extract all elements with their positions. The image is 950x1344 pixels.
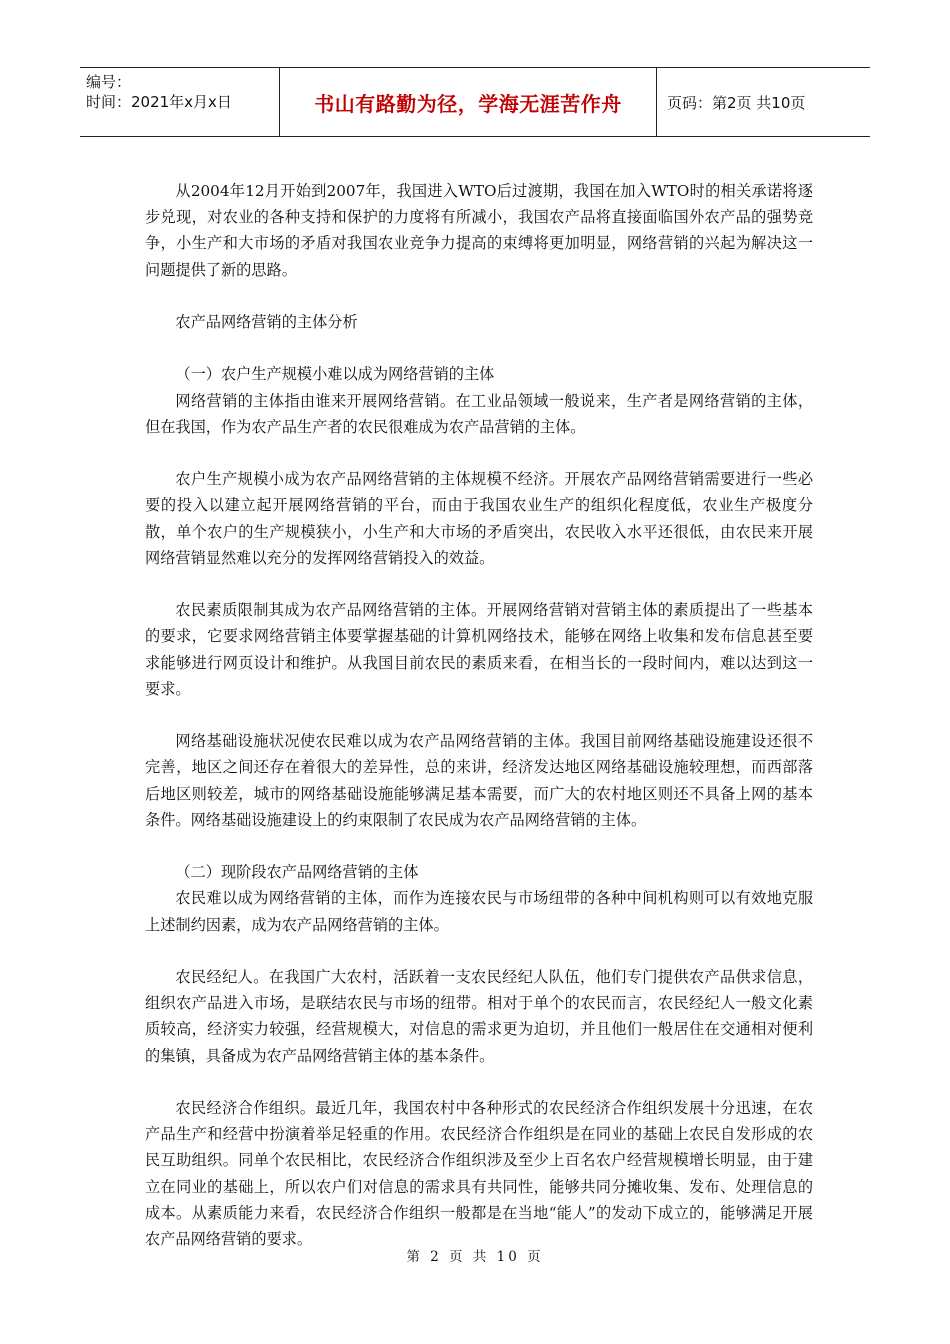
paragraph-intro: 从2004年12月开始到2007年，我国进入WTO后过渡期，我国在加入WTO时的相关承诺将逐步兑现，对农业的各种支持和保护的力度将有所减小，我国农产品将直接面临国外农产品的强势竞争，小生产和大市场的矛盾对我国农业竞争力提高的束缚将更加明显，网络营销的兴起为解决这一问题提供了新的思路。 [145,182,813,279]
header-page-info: 页码：第2页 共10页 [667,93,806,112]
paragraph: 农户生产规模小成为农产品网络营销的主体规模不经济。开展农产品网络营销需要进行一些必要的投入以建立起开展网络营销的平台，而由于我国农业生产的组织化程度低，农业生产极度分散，单个农户的生产规模狭小，小生产和大市场的矛盾突出，农民收入水平还很低，由农民来开展网络营销显然难以充分的发挥网络营销投入的效益。 [145,470,813,567]
document-number-label: 编号： [86,73,132,91]
document-body [145,178,813,1252]
paragraph: 网络营销的主体指由谁来开展网络营销。在工业品领域一般说来，生产者是网络营销的主体，但在我国，作为农产品生产者的农民很难成为农产品营销的主体。 [145,391,813,436]
page-footer: 第 2 页 共 10 页 [406,1249,544,1265]
document-time-label: 时间：2021年x月x日 [86,93,232,111]
subheading-2: （二）现阶段农产品网络营销的主体 [175,863,419,882]
header-meta [80,68,280,136]
paragraph: 农民经济合作组织。最近几年，我国农村中各种形式的农民经济合作组织发展十分迅速，在农产品生产和经营中扮演着举足轻重的作用。农民经济合作组织是在同业的基础上农民自发形成的农民互助组织。同单个农民相比，农民经济合作组织涉及至少上百名农户经营规模增长明显，由于建立在同业的基础上，所以农户们对信息的需求具有共同性，能够共同分摊收集、发布、处理信息的成本。从素质能力来看，农民经济合作组织一般都是在当地“能人”的发动下成立的，能够满足开展农产品网络营销的要求。 [145,1098,813,1248]
header-motto: 书山有路勤为径，学海无涯苦作舟 [280,68,657,136]
paragraph: 农民素质限制其成为农产品网络营销的主体。开展网络营销对营销主体的素质提出了一些基本的要求，它要求网络营销主体要掌握基础的计算机网络技术，能够在网络上收集和发布信息甚至要求能够进行网页设计和维护。从我国目前农民的素质来看，在相当长的一段时间内，难以达到这一要求。 [145,601,813,698]
page-header [80,67,870,137]
paragraph: 农民难以成为网络营销的主体，而作为连接农民与市场纽带的各种中间机构则可以有效地克服上述制约因素，成为农产品网络营销的主体。 [145,889,813,934]
subheading-1: （一）农户生产规模小难以成为网络营销的主体 [175,365,495,384]
section-heading: 农产品网络营销的主体分析 [175,313,358,331]
paragraph: 网络基础设施状况使农民难以成为农产品网络营销的主体。我国目前网络基础设施建设还很不完善，地区之间还存在着很大的差异性，总的来讲，经济发达地区网络基础设施较理想，而西部落后地区则较差，城市的网络基础设施能够满足基本需要，而广大的农村地区则还不具备上网的基本条件。网络基础设施建设上的约束限制了农民成为农产品网络营销的主体。 [145,732,813,829]
paragraph: 农民经纪人。在我国广大农村，活跃着一支农民经纪人队伍，他们专门提供农产品供求信息，组织农产品进入市场，是联结农民与市场的纽带。相对于单个的农民而言，农民经纪人一般文化素质较高，经济实力较强，经营规模大，对信息的需求更为迫切，并且他们一般居住在交通相对便利的集镇，具备成为农产品网络营销主体的基本条件。 [145,967,813,1065]
